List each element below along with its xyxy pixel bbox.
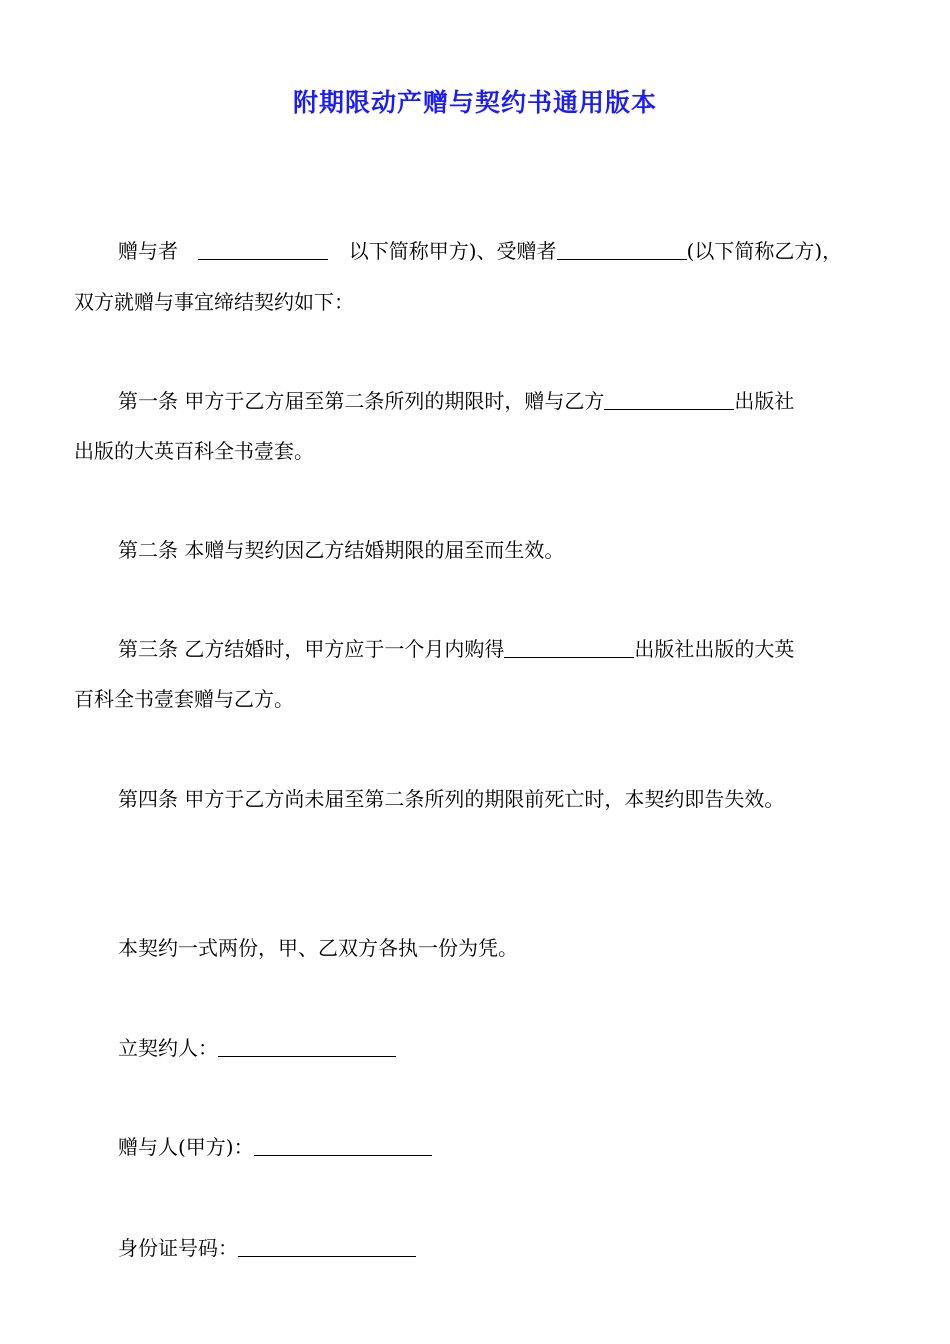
intro-recipient-label: 以下简称甲方)、受赠者 (348, 239, 557, 263)
id-number-line (118, 1235, 416, 1261)
article-1-line-2: 出版的大英百科全书壹套。 (74, 439, 314, 463)
article-3-line-2: 百科全书壹套赠与乙方。 (74, 687, 294, 711)
article-1-line-1 (118, 388, 794, 414)
contractor-blank[interactable] (218, 1036, 396, 1057)
donor-line (118, 1134, 432, 1160)
id-number-label: 身份证号码： (118, 1236, 238, 1260)
article-2: 第二条 本赠与契约因乙方结婚期限的届至而生效。 (118, 538, 565, 562)
contractor-line (118, 1035, 396, 1061)
article-1-text: 第一条 甲方于乙方届至第二条所列的期限时，赠与乙方 (118, 389, 605, 413)
intro-line-1 (118, 238, 842, 264)
donor-name-blank[interactable] (198, 239, 328, 260)
article-3-line-1 (118, 636, 794, 662)
contractor-label: 立契约人： (118, 1036, 218, 1060)
intro-line-2: 双方就赠与事宜缔结契约如下： (74, 290, 354, 314)
article-3-publisher: 出版社出版的大英 (634, 637, 795, 661)
donor-label: 赠与人(甲方)： (118, 1135, 254, 1159)
publisher-blank-2[interactable] (504, 637, 634, 658)
publisher-blank-1[interactable] (604, 389, 734, 410)
id-number-blank[interactable] (238, 1236, 416, 1257)
article-3-text: 第三条 乙方结婚时，甲方应于一个月内购得 (118, 637, 505, 661)
document-title: 附期限动产赠与契约书通用版本 (292, 88, 657, 117)
recipient-name-blank[interactable] (557, 239, 687, 260)
article-4: 第四条 甲方于乙方尚未届至第二条所列的期限前死亡时，本契约即告失效。 (118, 787, 785, 811)
intro-donor-label: 赠与者 (118, 239, 178, 263)
closing-statement: 本契约一式两份，甲、乙双方各执一份为凭。 (118, 936, 518, 960)
donor-signature-blank[interactable] (254, 1135, 432, 1156)
intro-party-b-note: (以下简称乙方)， (686, 239, 843, 263)
article-1-publisher: 出版社 (734, 389, 795, 413)
